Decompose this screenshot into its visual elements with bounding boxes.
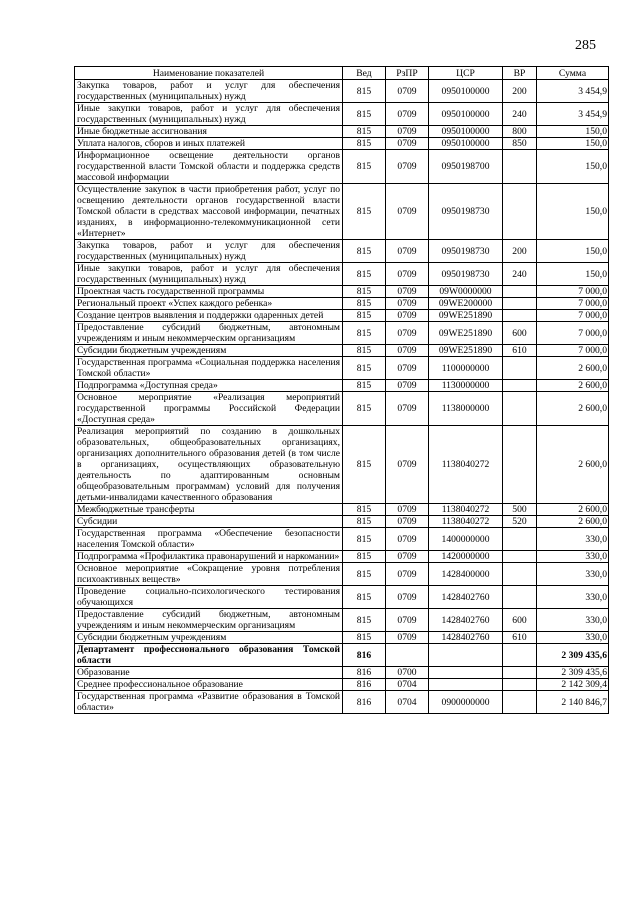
table-row [75, 380, 609, 392]
row-vr-cell [503, 357, 537, 380]
row-sum-cell: 2 140 846,7 [537, 691, 609, 714]
row-name-cell: Основное мероприятие «Сокращение уровня потребления психоактивных веществ» [75, 563, 343, 586]
row-vr-cell: 600 [503, 609, 537, 632]
row-ved-cell: 815 [343, 138, 386, 150]
row-vr-cell [503, 563, 537, 586]
row-csr-cell: 0900000000 [429, 691, 503, 714]
row-vr-cell: 800 [503, 126, 537, 138]
table-row [75, 263, 609, 286]
row-vr-cell [503, 551, 537, 563]
row-name-cell: Субсидии бюджетным учреждениям [75, 632, 343, 644]
row-name-cell: Проектная часть государственной программы [75, 286, 343, 298]
row-rzpr-cell: 0709 [386, 322, 429, 345]
row-ved-cell: 815 [343, 286, 386, 298]
row-ved-cell: 815 [343, 357, 386, 380]
row-vr-cell [503, 528, 537, 551]
row-vr-cell: 200 [503, 80, 537, 103]
row-rzpr-cell: 0709 [386, 298, 429, 310]
table-row [75, 516, 609, 528]
row-vr-cell [503, 691, 537, 714]
row-csr-cell: 1420000000 [429, 551, 503, 563]
row-ved-cell: 815 [343, 380, 386, 392]
row-ved-cell: 815 [343, 322, 386, 345]
row-sum-cell: 2 600,0 [537, 357, 609, 380]
table-row [75, 632, 609, 644]
row-ved-cell: 815 [343, 103, 386, 126]
row-name-cell: Департамент профессионального образования Томской области [75, 644, 343, 667]
row-rzpr-cell: 0709 [386, 345, 429, 357]
row-csr-cell: 0950100000 [429, 80, 503, 103]
row-sum-cell: 7 000,0 [537, 322, 609, 345]
row-csr-cell: 0950198730 [429, 263, 503, 286]
row-ved-cell: 816 [343, 679, 386, 691]
row-rzpr-cell: 0709 [386, 357, 429, 380]
row-csr-cell [429, 679, 503, 691]
row-name-cell: Реализация мероприятий по созданию в дошкольных образовательных, общеобразовательных организациях, организациях дополнительного образования детей (в том числе в организациях, осуществляющих образовательную деятельность по адаптированным основным общеобразовательным программам) условий для получения детьми-инвалидами качественного образования [75, 426, 343, 504]
row-vr-cell: 600 [503, 322, 537, 345]
row-name-cell: Информационное освещение деятельности органов государственной власти Томской области и поддержка средств массовой информации [75, 150, 343, 184]
row-ved-cell: 815 [343, 126, 386, 138]
row-vr-cell [503, 150, 537, 184]
row-ved-cell: 815 [343, 184, 386, 240]
row-name-cell: Создание центров выявления и поддержки одаренных детей [75, 310, 343, 322]
row-sum-cell: 2 600,0 [537, 516, 609, 528]
row-rzpr-cell: 0709 [386, 516, 429, 528]
row-rzpr-cell: 0700 [386, 667, 429, 679]
row-csr-cell: 1138000000 [429, 392, 503, 426]
table-row [75, 691, 609, 714]
row-rzpr-cell: 0709 [386, 586, 429, 609]
row-sum-cell: 330,0 [537, 632, 609, 644]
row-csr-cell: 0950100000 [429, 138, 503, 150]
row-name-cell: Предоставление субсидий бюджетным, автономным учреждениям и иным некоммерческим организациям [75, 609, 343, 632]
table-row [75, 138, 609, 150]
row-name-cell: Проведение социально-психологического тестирования обучающихся [75, 586, 343, 609]
row-ved-cell: 816 [343, 644, 386, 667]
table-row [75, 150, 609, 184]
row-ved-cell: 816 [343, 667, 386, 679]
table-row [75, 551, 609, 563]
row-ved-cell: 815 [343, 298, 386, 310]
row-vr-cell [503, 644, 537, 667]
row-vr-cell: 610 [503, 632, 537, 644]
row-ved-cell: 815 [343, 80, 386, 103]
row-sum-cell: 7 000,0 [537, 310, 609, 322]
table-row [75, 80, 609, 103]
table-row [75, 426, 609, 504]
row-vr-cell [503, 679, 537, 691]
row-csr-cell: 0950198730 [429, 184, 503, 240]
header-rzpr: РзПР [386, 67, 429, 80]
row-vr-cell [503, 380, 537, 392]
header-vr: ВР [503, 67, 537, 80]
table-row [75, 644, 609, 667]
row-csr-cell [429, 644, 503, 667]
row-csr-cell: 1400000000 [429, 528, 503, 551]
row-rzpr-cell [386, 644, 429, 667]
row-name-cell: Закупка товаров, работ и услуг для обеспечения государственных (муниципальных) нужд [75, 80, 343, 103]
row-csr-cell: 1138040272 [429, 426, 503, 504]
row-rzpr-cell: 0709 [386, 150, 429, 184]
row-sum-cell: 330,0 [537, 563, 609, 586]
table-header-row [75, 67, 609, 80]
row-csr-cell: 09WE251890 [429, 345, 503, 357]
row-sum-cell: 150,0 [537, 138, 609, 150]
row-ved-cell: 815 [343, 632, 386, 644]
row-vr-cell [503, 286, 537, 298]
row-csr-cell: 1138040272 [429, 504, 503, 516]
row-sum-cell: 2 600,0 [537, 392, 609, 426]
row-csr-cell: 0950198700 [429, 150, 503, 184]
row-ved-cell: 815 [343, 528, 386, 551]
row-vr-cell [503, 184, 537, 240]
row-name-cell: Региональный проект «Успех каждого ребенка» [75, 298, 343, 310]
table-row [75, 609, 609, 632]
row-rzpr-cell: 0709 [386, 263, 429, 286]
header-name: Наименование показателей [75, 67, 343, 80]
row-vr-cell [503, 392, 537, 426]
row-sum-cell: 150,0 [537, 150, 609, 184]
table-row [75, 184, 609, 240]
row-sum-cell: 330,0 [537, 528, 609, 551]
row-name-cell: Среднее профессиональное образование [75, 679, 343, 691]
row-ved-cell: 815 [343, 551, 386, 563]
row-name-cell: Субсидии бюджетным учреждениям [75, 345, 343, 357]
table-row [75, 357, 609, 380]
row-sum-cell: 7 000,0 [537, 286, 609, 298]
row-csr-cell: 1138040272 [429, 516, 503, 528]
row-csr-cell: 0950100000 [429, 103, 503, 126]
row-vr-cell: 240 [503, 103, 537, 126]
row-vr-cell [503, 667, 537, 679]
row-name-cell: Государственная программа «Обеспечение безопасности населения Томской области» [75, 528, 343, 551]
row-sum-cell: 330,0 [537, 551, 609, 563]
row-sum-cell: 330,0 [537, 586, 609, 609]
table-row [75, 240, 609, 263]
row-name-cell: Образование [75, 667, 343, 679]
row-csr-cell: 1428402760 [429, 609, 503, 632]
row-sum-cell: 150,0 [537, 184, 609, 240]
row-rzpr-cell: 0709 [386, 103, 429, 126]
row-name-cell: Иные закупки товаров, работ и услуг для обеспечения государственных (муниципальных) нужд [75, 103, 343, 126]
row-name-cell: Предоставление субсидий бюджетным, автономным учреждениям и иным некоммерческим организациям [75, 322, 343, 345]
row-vr-cell [503, 586, 537, 609]
row-sum-cell: 7 000,0 [537, 298, 609, 310]
row-csr-cell: 1130000000 [429, 380, 503, 392]
row-name-cell: Межбюджетные трансферты [75, 504, 343, 516]
row-rzpr-cell: 0709 [386, 310, 429, 322]
row-sum-cell: 150,0 [537, 263, 609, 286]
row-ved-cell: 815 [343, 586, 386, 609]
row-name-cell: Осуществление закупок в части приобретения работ, услуг по освещению деятельности органов государственной власти Томской области в средствах массовой информации, печатных изданиях, в информационно-телекоммуникационной сети «Интернет» [75, 184, 343, 240]
row-ved-cell: 815 [343, 516, 386, 528]
table-row [75, 504, 609, 516]
header-sum: Сумма [537, 67, 609, 80]
table-row [75, 322, 609, 345]
row-rzpr-cell: 0709 [386, 551, 429, 563]
row-vr-cell [503, 298, 537, 310]
row-sum-cell: 150,0 [537, 126, 609, 138]
row-ved-cell: 815 [343, 392, 386, 426]
row-rzpr-cell: 0709 [386, 426, 429, 504]
row-ved-cell: 815 [343, 504, 386, 516]
row-name-cell: Подпрограмма «Профилактика правонарушений и наркомании» [75, 551, 343, 563]
row-rzpr-cell: 0709 [386, 80, 429, 103]
row-vr-cell: 500 [503, 504, 537, 516]
row-rzpr-cell: 0704 [386, 691, 429, 714]
row-name-cell: Подпрограмма «Доступная среда» [75, 380, 343, 392]
row-sum-cell: 3 454,9 [537, 80, 609, 103]
row-name-cell: Государственная программа «Развитие образования в Томской области» [75, 691, 343, 714]
row-sum-cell: 2 600,0 [537, 504, 609, 516]
row-sum-cell: 150,0 [537, 240, 609, 263]
table-row [75, 286, 609, 298]
row-ved-cell: 815 [343, 240, 386, 263]
row-sum-cell: 2 600,0 [537, 426, 609, 504]
row-sum-cell: 7 000,0 [537, 345, 609, 357]
row-csr-cell: 09WE251890 [429, 310, 503, 322]
table-row [75, 586, 609, 609]
table-row [75, 667, 609, 679]
row-ved-cell: 815 [343, 310, 386, 322]
row-sum-cell: 2 142 309,4 [537, 679, 609, 691]
table-row [75, 126, 609, 138]
row-ved-cell: 815 [343, 563, 386, 586]
row-ved-cell: 815 [343, 609, 386, 632]
row-sum-cell: 330,0 [537, 609, 609, 632]
table-row [75, 103, 609, 126]
row-name-cell: Иные закупки товаров, работ и услуг для обеспечения государственных (муниципальных) нужд [75, 263, 343, 286]
table-row [75, 392, 609, 426]
row-vr-cell: 240 [503, 263, 537, 286]
header-csr: ЦСР [429, 67, 503, 80]
row-rzpr-cell: 0709 [386, 563, 429, 586]
row-rzpr-cell: 0709 [386, 380, 429, 392]
budget-table [74, 66, 609, 714]
row-name-cell: Уплата налогов, сборов и иных платежей [75, 138, 343, 150]
table-row [75, 563, 609, 586]
row-vr-cell [503, 426, 537, 504]
row-rzpr-cell: 0709 [386, 286, 429, 298]
row-csr-cell: 1428402760 [429, 586, 503, 609]
row-ved-cell: 815 [343, 426, 386, 504]
row-rzpr-cell: 0709 [386, 240, 429, 263]
table-row [75, 298, 609, 310]
row-csr-cell: 09W0000000 [429, 286, 503, 298]
row-vr-cell: 610 [503, 345, 537, 357]
row-csr-cell [429, 667, 503, 679]
row-sum-cell: 2 600,0 [537, 380, 609, 392]
row-rzpr-cell: 0709 [386, 126, 429, 138]
row-name-cell: Государственная программа «Социальная поддержка населения Томской области» [75, 357, 343, 380]
row-ved-cell: 815 [343, 263, 386, 286]
row-sum-cell: 2 309 435,6 [537, 644, 609, 667]
table-row [75, 310, 609, 322]
header-ved: Вед [343, 67, 386, 80]
row-ved-cell: 816 [343, 691, 386, 714]
row-name-cell: Закупка товаров, работ и услуг для обеспечения государственных (муниципальных) нужд [75, 240, 343, 263]
row-sum-cell: 3 454,9 [537, 103, 609, 126]
row-csr-cell: 1100000000 [429, 357, 503, 380]
row-rzpr-cell: 0709 [386, 528, 429, 551]
table-row [75, 345, 609, 357]
row-sum-cell: 2 309 435,6 [537, 667, 609, 679]
row-csr-cell: 1428400000 [429, 563, 503, 586]
row-rzpr-cell: 0704 [386, 679, 429, 691]
row-rzpr-cell: 0709 [386, 138, 429, 150]
row-name-cell: Иные бюджетные ассигнования [75, 126, 343, 138]
row-name-cell: Субсидии [75, 516, 343, 528]
row-rzpr-cell: 0709 [386, 184, 429, 240]
row-rzpr-cell: 0709 [386, 609, 429, 632]
row-vr-cell: 200 [503, 240, 537, 263]
row-vr-cell: 520 [503, 516, 537, 528]
row-rzpr-cell: 0709 [386, 504, 429, 516]
table-body [75, 80, 609, 714]
row-csr-cell: 0950198730 [429, 240, 503, 263]
row-csr-cell: 09WE200000 [429, 298, 503, 310]
page-number: 285 [575, 38, 596, 53]
row-rzpr-cell: 0709 [386, 632, 429, 644]
row-vr-cell [503, 310, 537, 322]
row-csr-cell: 0950100000 [429, 126, 503, 138]
table-row [75, 679, 609, 691]
row-csr-cell: 1428402760 [429, 632, 503, 644]
row-csr-cell: 09WE251890 [429, 322, 503, 345]
row-ved-cell: 815 [343, 150, 386, 184]
row-vr-cell: 850 [503, 138, 537, 150]
row-rzpr-cell: 0709 [386, 392, 429, 426]
table-row [75, 528, 609, 551]
row-ved-cell: 815 [343, 345, 386, 357]
row-name-cell: Основное мероприятие «Реализация мероприятий государственной программы Российской Федерации «Доступная среда» [75, 392, 343, 426]
